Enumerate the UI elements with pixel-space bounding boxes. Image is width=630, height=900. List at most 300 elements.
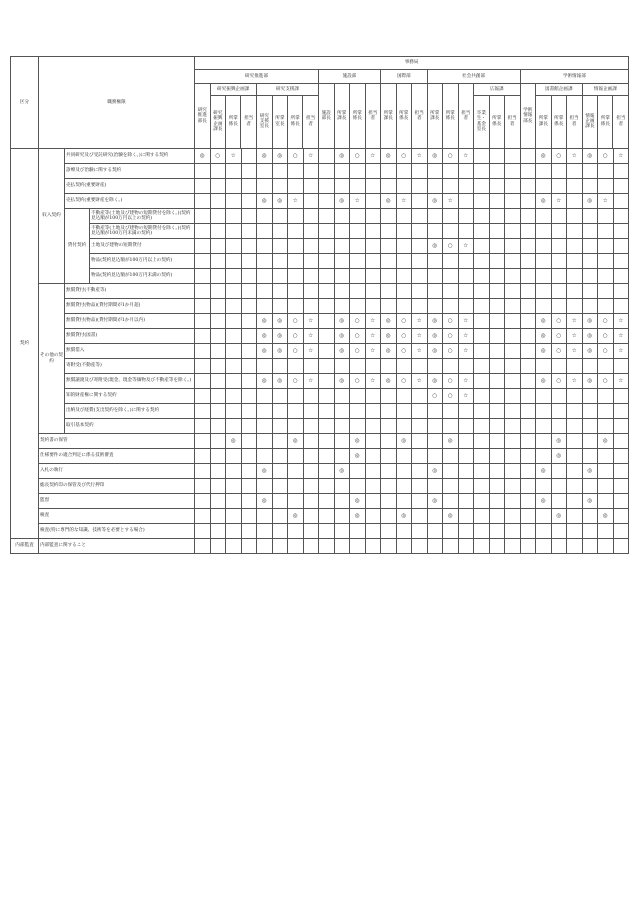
authority-mark: [520, 344, 536, 359]
authority-mark: [489, 449, 505, 464]
authority-mark: [474, 254, 490, 269]
authority-mark: [210, 209, 226, 224]
authority-mark: [381, 389, 397, 404]
authority-mark: [458, 494, 474, 509]
authority-mark: [412, 479, 428, 494]
authority-mark: [288, 479, 304, 494]
authority-mark: [551, 539, 567, 554]
authority-mark: ☆: [303, 374, 319, 389]
authority-mark: [319, 479, 335, 494]
authority-mark: [226, 509, 242, 524]
authority-mark: [505, 329, 521, 344]
authority-mark: [567, 269, 583, 284]
category-naibu: 内部監査: [11, 539, 39, 554]
authority-mark: [210, 329, 226, 344]
authority-mark: [505, 299, 521, 314]
authority-mark: [598, 179, 614, 194]
authority-mark: [412, 359, 428, 374]
column-title: 所掌係長: [288, 95, 303, 148]
authority-mark: ◎: [288, 434, 304, 449]
authority-mark: ○: [598, 374, 614, 389]
authority-mark: [458, 194, 474, 209]
authority-mark: [210, 269, 226, 284]
column-title: 所掌係長: [489, 95, 504, 148]
authority-mark: [505, 389, 521, 404]
authority-mark: [458, 284, 474, 299]
authority-mark: [427, 209, 443, 224]
section-title-kenkyu_shinko: 研究振興企画課: [211, 85, 257, 96]
authority-mark: [505, 179, 521, 194]
authority-mark: [412, 509, 428, 524]
authority-mark: [582, 389, 598, 404]
authority-mark: [195, 254, 211, 269]
authority-mark: ○: [350, 329, 366, 344]
authority-mark: [551, 254, 567, 269]
authority-mark: [226, 209, 242, 224]
table-row: [11, 254, 629, 269]
authority-mark: [210, 194, 226, 209]
authority-label: 入札の執行: [39, 464, 195, 479]
authority-mark: [474, 344, 490, 359]
authority-mark: [365, 479, 381, 494]
authority-mark: ☆: [303, 149, 319, 164]
authority-mark: [226, 254, 242, 269]
authority-mark: [350, 299, 366, 314]
authority-mark: [350, 359, 366, 374]
column-title: 担当者: [504, 95, 519, 148]
authority-mark: [350, 389, 366, 404]
authority-mark: [303, 194, 319, 209]
authority-mark: ○: [396, 329, 412, 344]
authority-mark: [210, 164, 226, 179]
authority-label: 寄附受(不動産等): [65, 359, 195, 374]
authority-mark: [458, 434, 474, 449]
authority-mark: ○: [396, 344, 412, 359]
authority-mark: [567, 539, 583, 554]
authority-mark: [520, 179, 536, 194]
authority-mark: ○: [288, 344, 304, 359]
authority-mark: [443, 494, 459, 509]
authority-label: 不動産等(土地及び建物の短期貸付を除く。)(契約見込額が100万円未満の契約): [90, 224, 195, 239]
column-title: 研究振興企画課長: [213, 110, 223, 132]
authority-mark: ○: [443, 314, 459, 329]
authority-mark: [489, 284, 505, 299]
authority-mark: [474, 374, 490, 389]
authority-mark: [474, 404, 490, 419]
authority-mark: [598, 404, 614, 419]
column-title: 所掌係長: [598, 95, 613, 148]
authority-mark: [226, 464, 242, 479]
authority-mark: [257, 404, 273, 419]
authority-mark: [458, 179, 474, 194]
authority-mark: [489, 224, 505, 239]
authority-label: 無償借入: [65, 344, 195, 359]
authority-mark: [396, 239, 412, 254]
authority-mark: ◎: [381, 344, 397, 359]
authority-mark: [381, 239, 397, 254]
authority-label: 物品(契約見込額が100万円未満の契約): [90, 269, 195, 284]
authority-mark: [613, 164, 629, 179]
authority-mark: ☆: [365, 314, 381, 329]
authority-mark: ☆: [303, 314, 319, 329]
authority-mark: [489, 509, 505, 524]
authority-mark: ◎: [582, 329, 598, 344]
authority-mark: [505, 149, 521, 164]
authority-mark: ◎: [257, 329, 273, 344]
authority-mark: [412, 269, 428, 284]
table-row: [11, 449, 629, 464]
authority-mark: [613, 479, 629, 494]
authority-mark: ◎: [288, 509, 304, 524]
authority-mark: [505, 164, 521, 179]
authority-mark: [613, 284, 629, 299]
authority-mark: [474, 389, 490, 404]
authority-mark: [505, 194, 521, 209]
category-taiyo: 貸付契約: [65, 209, 90, 284]
authority-mark: [520, 479, 536, 494]
authority-mark: [396, 284, 412, 299]
section-title-toshokan: 図書館企画課: [536, 85, 582, 96]
authority-mark: [303, 434, 319, 449]
column-title: 所掌課長: [334, 84, 350, 149]
authority-mark: [288, 404, 304, 419]
authority-mark: [210, 524, 226, 539]
authority-mark: [520, 284, 536, 299]
authority-mark: [505, 419, 521, 434]
authority-mark: [582, 509, 598, 524]
authority-mark: ☆: [412, 344, 428, 359]
authority-mark: [474, 314, 490, 329]
authority-mark: [381, 494, 397, 509]
authority-mark: [613, 194, 629, 209]
authority-mark: [365, 164, 381, 179]
authority-mark: [241, 479, 257, 494]
authority-label: 物品(契約見込額が100万円以上の契約): [90, 254, 195, 269]
authority-mark: [303, 254, 319, 269]
authority-mark: [257, 299, 273, 314]
authority-mark: [489, 344, 505, 359]
authority-mark: [319, 314, 335, 329]
dept-shisetsu: 施設部: [319, 70, 381, 84]
authority-mark: [613, 494, 629, 509]
authority-mark: [288, 494, 304, 509]
authority-mark: [412, 209, 428, 224]
authority-mark: [272, 224, 288, 239]
authority-mark: ☆: [613, 374, 629, 389]
authority-mark: [350, 284, 366, 299]
authority-mark: [443, 209, 459, 224]
dept-kokusai: 国際部: [381, 70, 428, 84]
authority-mark: [427, 434, 443, 449]
authority-mark: ○: [350, 344, 366, 359]
authority-mark: [334, 359, 350, 374]
authority-mark: [458, 464, 474, 479]
authority-mark: ◎: [334, 194, 350, 209]
authority-mark: [241, 509, 257, 524]
authority-mark: [195, 224, 211, 239]
authority-mark: [365, 404, 381, 419]
authority-mark: [505, 209, 521, 224]
authority-mark: [427, 539, 443, 554]
authority-mark: [551, 524, 567, 539]
authority-mark: [319, 284, 335, 299]
authority-mark: ☆: [613, 344, 629, 359]
authority-mark: ◎: [536, 329, 552, 344]
authority-mark: [288, 464, 304, 479]
authority-mark: [536, 419, 552, 434]
authority-mark: [195, 539, 211, 554]
authority-mark: [272, 449, 288, 464]
authority-mark: ◎: [272, 329, 288, 344]
authority-mark: [443, 179, 459, 194]
dept-gakujutsu-joho: 学術情報部: [520, 70, 629, 84]
authority-mark: [520, 194, 536, 209]
authority-mark: ○: [443, 389, 459, 404]
authority-mark: [303, 224, 319, 239]
authority-mark: [303, 404, 319, 419]
authority-mark: ○: [288, 314, 304, 329]
authority-mark: [195, 509, 211, 524]
authority-mark: [381, 179, 397, 194]
authority-mark: [396, 164, 412, 179]
authority-mark: [613, 524, 629, 539]
authority-mark: [458, 359, 474, 374]
authority-mark: [582, 449, 598, 464]
authority-mark: [520, 494, 536, 509]
authority-mark: [257, 509, 273, 524]
table-row: [11, 509, 629, 524]
authority-mark: [613, 254, 629, 269]
authority-mark: ◎: [334, 329, 350, 344]
authority-mark: ○: [551, 149, 567, 164]
authority-mark: [303, 449, 319, 464]
authority-mark: [427, 224, 443, 239]
authority-mark: [241, 314, 257, 329]
authority-mark: ☆: [567, 344, 583, 359]
authority-mark: [582, 539, 598, 554]
authority-mark: [489, 314, 505, 329]
authority-mark: [272, 524, 288, 539]
authority-mark: [226, 299, 242, 314]
table-row: [11, 239, 629, 254]
authority-mark: [319, 419, 335, 434]
authority-mark: [381, 269, 397, 284]
authority-mark: ◎: [582, 464, 598, 479]
authority-mark: [536, 404, 552, 419]
authority-mark: [520, 374, 536, 389]
authority-mark: [613, 419, 629, 434]
column-title: 情報企画課長: [585, 113, 595, 130]
authority-mark: [396, 464, 412, 479]
authority-mark: [195, 284, 211, 299]
table-row: [11, 329, 629, 344]
authority-mark: ○: [288, 329, 304, 344]
authority-mark: [241, 374, 257, 389]
authority-mark: ◎: [582, 149, 598, 164]
authority-mark: [396, 254, 412, 269]
authority-mark: [226, 419, 242, 434]
authority-mark: [489, 464, 505, 479]
authority-mark: [319, 209, 335, 224]
authority-label: 無償貸付(物品)(貸付期間が1か月超): [65, 299, 195, 314]
authority-mark: [241, 464, 257, 479]
authority-mark: ◎: [551, 434, 567, 449]
authority-mark: [195, 209, 211, 224]
authority-mark: [443, 359, 459, 374]
table-row: [11, 314, 629, 329]
authority-mark: [505, 449, 521, 464]
section-toshokan: [536, 84, 583, 149]
authority-mark: [536, 524, 552, 539]
authority-mark: [567, 359, 583, 374]
authority-mark: [474, 494, 490, 509]
authority-mark: ☆: [458, 344, 474, 359]
authority-mark: ◎: [350, 434, 366, 449]
authority-mark: [613, 464, 629, 479]
authority-mark: [458, 479, 474, 494]
authority-mark: [505, 359, 521, 374]
table-row: [11, 269, 629, 284]
authority-label: 売払契約(重要財産): [65, 179, 195, 194]
authority-mark: [551, 464, 567, 479]
authority-mark: [520, 149, 536, 164]
authority-mark: [613, 539, 629, 554]
authority-mark: [458, 269, 474, 284]
authority-mark: [350, 209, 366, 224]
authority-mark: [226, 224, 242, 239]
authority-mark: [567, 194, 583, 209]
authority-mark: [613, 299, 629, 314]
authority-mark: [536, 389, 552, 404]
authority-mark: [195, 449, 211, 464]
authority-label: 監督: [39, 494, 195, 509]
authority-mark: [241, 194, 257, 209]
column-title: 担当者: [613, 95, 628, 148]
authority-mark: [474, 464, 490, 479]
authority-mark: ◎: [598, 434, 614, 449]
authority-mark: [319, 449, 335, 464]
authority-mark: [241, 329, 257, 344]
authority-mark: [474, 284, 490, 299]
column-title: 研究推進部長: [195, 84, 211, 149]
authority-mark: [241, 239, 257, 254]
authority-mark: [458, 209, 474, 224]
authority-mark: [598, 224, 614, 239]
authority-mark: [427, 254, 443, 269]
authority-mark: [303, 299, 319, 314]
authority-mark: [412, 224, 428, 239]
authority-mark: [365, 179, 381, 194]
authority-mark: [505, 524, 521, 539]
authority-mark: [536, 239, 552, 254]
authority-mark: [582, 179, 598, 194]
authority-mark: [334, 449, 350, 464]
authority-mark: [272, 464, 288, 479]
authority-mark: ☆: [567, 329, 583, 344]
column-title: 所掌課長: [427, 84, 443, 149]
authority-mark: [195, 464, 211, 479]
authority-mark: [381, 224, 397, 239]
authority-mark: [288, 389, 304, 404]
authority-mark: [474, 329, 490, 344]
authority-mark: [288, 284, 304, 299]
authority-mark: ◎: [334, 314, 350, 329]
authority-label: 出納及び経費(支出契約を除く。)に関する契約: [65, 404, 195, 419]
table-row: [11, 419, 629, 434]
authority-mark: ☆: [412, 149, 428, 164]
authority-mark: [520, 239, 536, 254]
authority-mark: [272, 179, 288, 194]
authority-mark: [582, 434, 598, 449]
authority-mark: [489, 269, 505, 284]
authority-mark: [598, 539, 614, 554]
authority-mark: ○: [443, 239, 459, 254]
authority-mark: [241, 404, 257, 419]
authority-mark: [396, 389, 412, 404]
table-row: [11, 224, 629, 239]
authority-mark: [303, 524, 319, 539]
authority-mark: [520, 539, 536, 554]
authority-mark: [505, 284, 521, 299]
authority-mark: [226, 539, 242, 554]
authority-mark: [303, 239, 319, 254]
column-title: 所掌室長: [272, 95, 287, 148]
authority-mark: [226, 494, 242, 509]
authority-mark: [443, 449, 459, 464]
authority-mark: [489, 209, 505, 224]
authority-mark: [582, 254, 598, 269]
authority-mark: [334, 404, 350, 419]
authority-mark: [427, 524, 443, 539]
authority-mark: [458, 404, 474, 419]
authority-mark: [288, 359, 304, 374]
category-sonota: その他の契約: [39, 284, 65, 434]
authority-mark: [350, 164, 366, 179]
authority-label: 無償貸付(不動産等): [65, 284, 195, 299]
authority-mark: [272, 509, 288, 524]
authority-mark: [412, 524, 428, 539]
authority-mark: [412, 419, 428, 434]
authority-mark: [536, 434, 552, 449]
authority-mark: ◎: [582, 344, 598, 359]
authority-mark: [226, 284, 242, 299]
authority-mark: [272, 254, 288, 269]
authority-mark: [505, 494, 521, 509]
authority-mark: [536, 539, 552, 554]
authority-mark: [210, 464, 226, 479]
authority-mark: [288, 209, 304, 224]
authority-mark: [489, 194, 505, 209]
authority-mark: [582, 299, 598, 314]
authority-mark: [474, 449, 490, 464]
authority-mark: ☆: [567, 149, 583, 164]
authority-mark: [489, 374, 505, 389]
authority-mark: [288, 299, 304, 314]
authority-mark: [458, 299, 474, 314]
authority-mark: [458, 449, 474, 464]
authority-mark: [567, 494, 583, 509]
authority-mark: [536, 224, 552, 239]
authority-mark: [226, 179, 242, 194]
authority-mark: [210, 239, 226, 254]
authority-mark: [396, 404, 412, 419]
authority-mark: [334, 164, 350, 179]
authority-mark: [210, 419, 226, 434]
authority-mark: [474, 164, 490, 179]
authority-label: 土地及び建物の短期貸付: [90, 239, 195, 254]
authority-mark: [505, 479, 521, 494]
authority-mark: [319, 539, 335, 554]
